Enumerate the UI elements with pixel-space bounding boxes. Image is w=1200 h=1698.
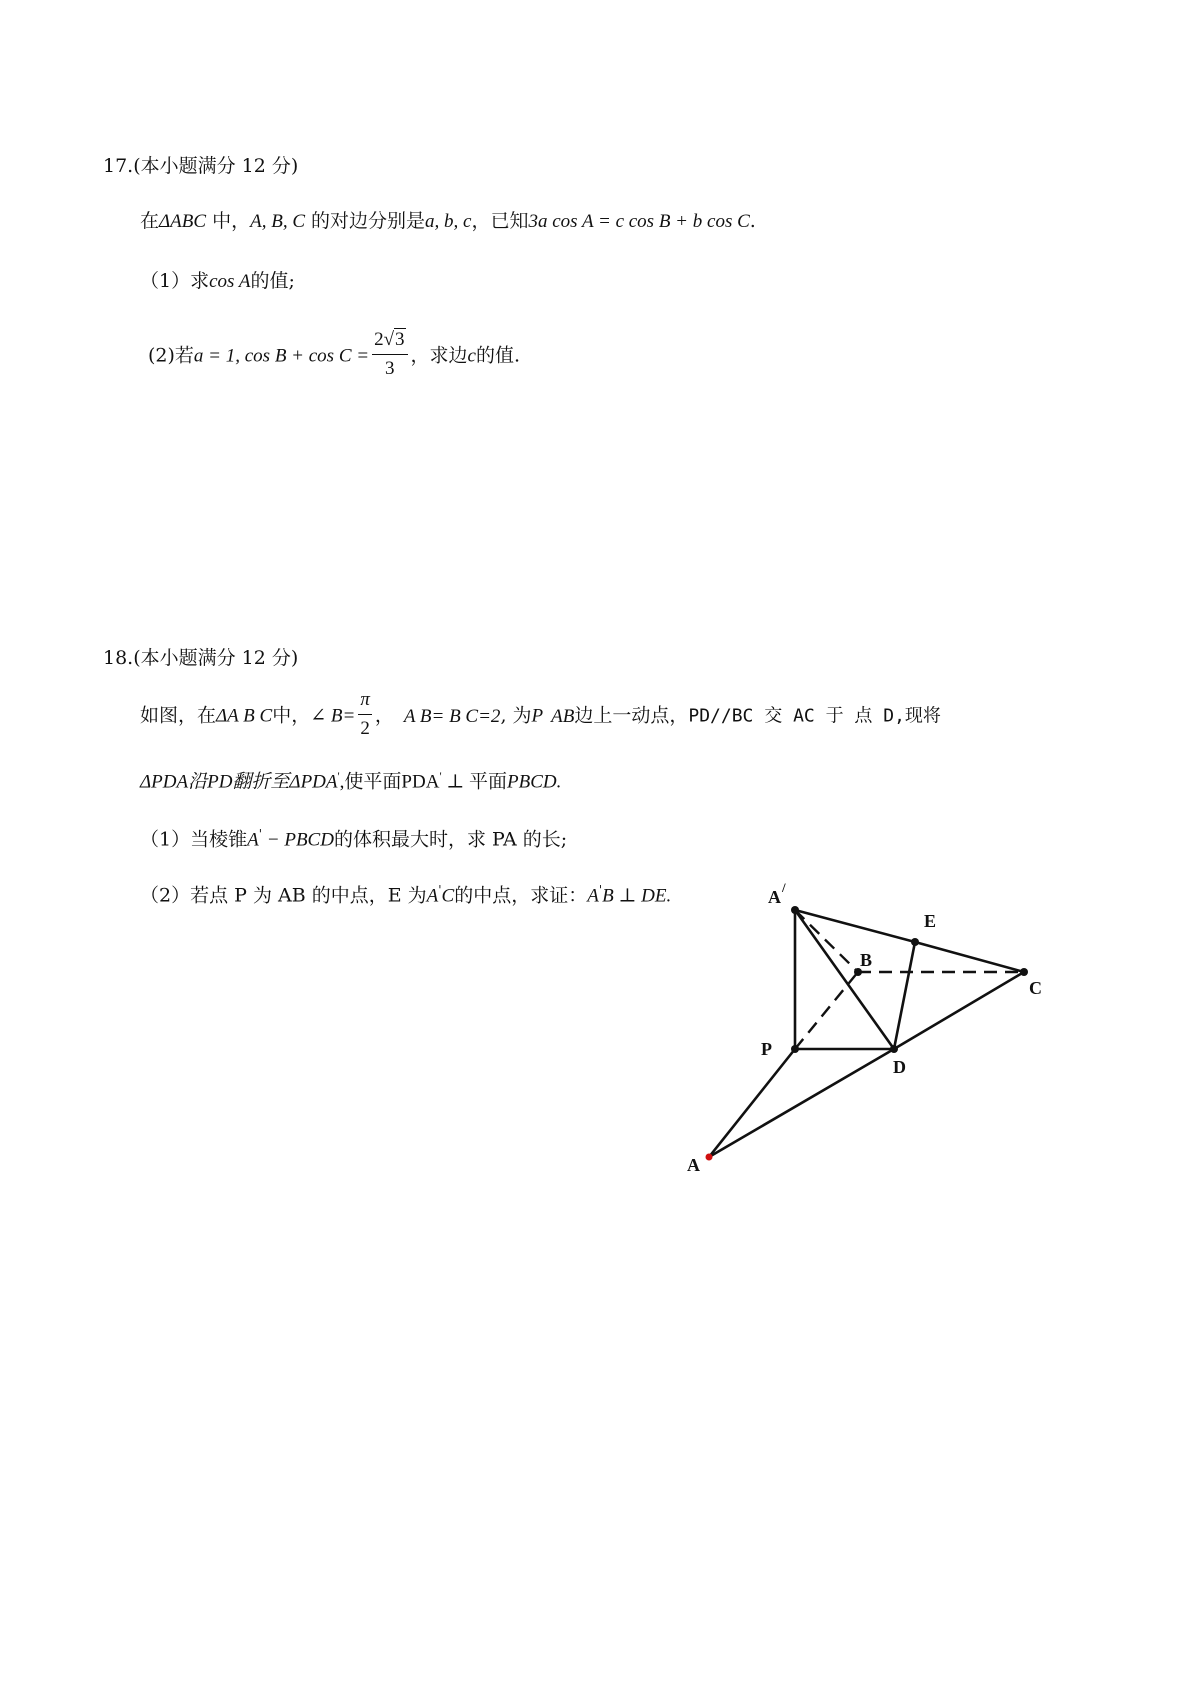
part-math: − PBCD xyxy=(262,829,334,851)
label-Aprime: A xyxy=(768,887,781,907)
stem-text-mono: PD//BC 交 AC 于 点 D,现将 xyxy=(688,705,941,727)
edge-D-E xyxy=(894,942,915,1049)
stem-sides: a, b, c xyxy=(425,211,472,232)
stem-text: ，已知 xyxy=(471,210,529,232)
stem-text: 中， xyxy=(206,210,251,232)
part-math: B ⊥ DE. xyxy=(602,885,672,907)
stem-triangle: ΔABC xyxy=(159,211,207,232)
vertex-P xyxy=(791,1045,799,1053)
problem-18-header: 18.(本小题满分 12 分) xyxy=(103,647,299,669)
label-P: P xyxy=(761,1039,772,1059)
label-E: E xyxy=(924,911,937,931)
stem-vertices: A, B, C xyxy=(250,211,305,232)
edge-A-D xyxy=(709,1049,894,1157)
stem-text: 如图，在 xyxy=(140,704,217,727)
vertex-D xyxy=(890,1045,898,1053)
prime-mark: ' xyxy=(439,769,442,783)
part-math: a = 1, cos B + cos C = xyxy=(193,345,370,367)
stem-text: ΔPDA沿PD翻折至ΔPDA xyxy=(140,771,338,793)
part-math: A xyxy=(587,885,599,907)
label-D: D xyxy=(893,1057,906,1077)
numerator-coef: 2 xyxy=(374,329,384,350)
stem-text: . xyxy=(749,210,756,232)
part-text: （1）求 xyxy=(140,270,210,292)
part-text: 的值; xyxy=(250,270,295,292)
numerator-radicand: 3 xyxy=(395,329,405,350)
label-B: B xyxy=(860,950,873,970)
problem-17-header: 17.(本小题满分 12 分) xyxy=(103,155,299,177)
part-text: 的体积最大时，求 PA 的长; xyxy=(333,828,568,851)
part-var: c xyxy=(467,345,476,367)
fraction-denominator: 3 xyxy=(385,358,395,379)
edge-P-A xyxy=(709,1049,795,1157)
part-math: A xyxy=(426,885,439,907)
part-text: 的值. xyxy=(475,344,521,367)
fraction-numerator: π xyxy=(358,688,372,715)
label-C: C xyxy=(1029,978,1042,998)
stem-text: 的对边分别是 xyxy=(305,210,426,232)
edge-P-B-hidden xyxy=(795,972,858,1049)
edge-D-C xyxy=(894,972,1024,1049)
stem-text: PBCD. xyxy=(506,771,562,793)
label-A: A xyxy=(687,1155,700,1175)
edge-E-C xyxy=(915,942,1024,972)
edge-Aprime-D xyxy=(795,910,894,1049)
fraction-numerator: 2√3 xyxy=(372,328,407,355)
part-text: ，求边 xyxy=(410,344,468,367)
part-math: A xyxy=(247,829,259,851)
prime-mark: ' xyxy=(258,827,263,841)
prime-mark: ' xyxy=(337,769,340,783)
stem-text: 在 xyxy=(140,210,160,232)
stem-text: 中， xyxy=(272,704,311,727)
stem-text: ， xyxy=(374,704,394,727)
stem-angle: ∠ B= xyxy=(310,705,356,727)
stem-text: ⊥ 平面 xyxy=(441,771,507,793)
vertex-C xyxy=(1020,968,1028,976)
prime-mark: ' xyxy=(438,883,442,897)
stem-var-P: P xyxy=(531,705,544,727)
label-Aprime-mark: / xyxy=(782,880,786,895)
part-math: C xyxy=(441,885,455,907)
stem-text: ,使平面PDA xyxy=(339,771,440,793)
part-math: cos A xyxy=(209,271,251,292)
part-text: (2)若 xyxy=(148,344,194,367)
stem-text: 边上一动点， xyxy=(574,704,689,727)
part-text: 的中点，求证： xyxy=(454,884,588,907)
stem-triangle: ΔA B C xyxy=(216,705,273,727)
vertex-E xyxy=(911,938,919,946)
vertex-Aprime xyxy=(791,906,799,914)
part-text: （2）若点 P 为 AB 的中点，E 为 xyxy=(140,884,427,907)
stem-text: , 为 xyxy=(500,704,532,727)
prime-mark: ' xyxy=(598,883,603,897)
stem-var-AB: AB xyxy=(551,705,575,727)
stem-equation: A B= B C=2 xyxy=(403,705,501,727)
stem-equation: 3a cos A = c cos B + b cos C xyxy=(528,211,750,232)
part-text: （1）当棱锥 xyxy=(140,828,248,851)
vertex-A xyxy=(706,1154,713,1161)
fraction-denominator: 2 xyxy=(360,718,370,739)
